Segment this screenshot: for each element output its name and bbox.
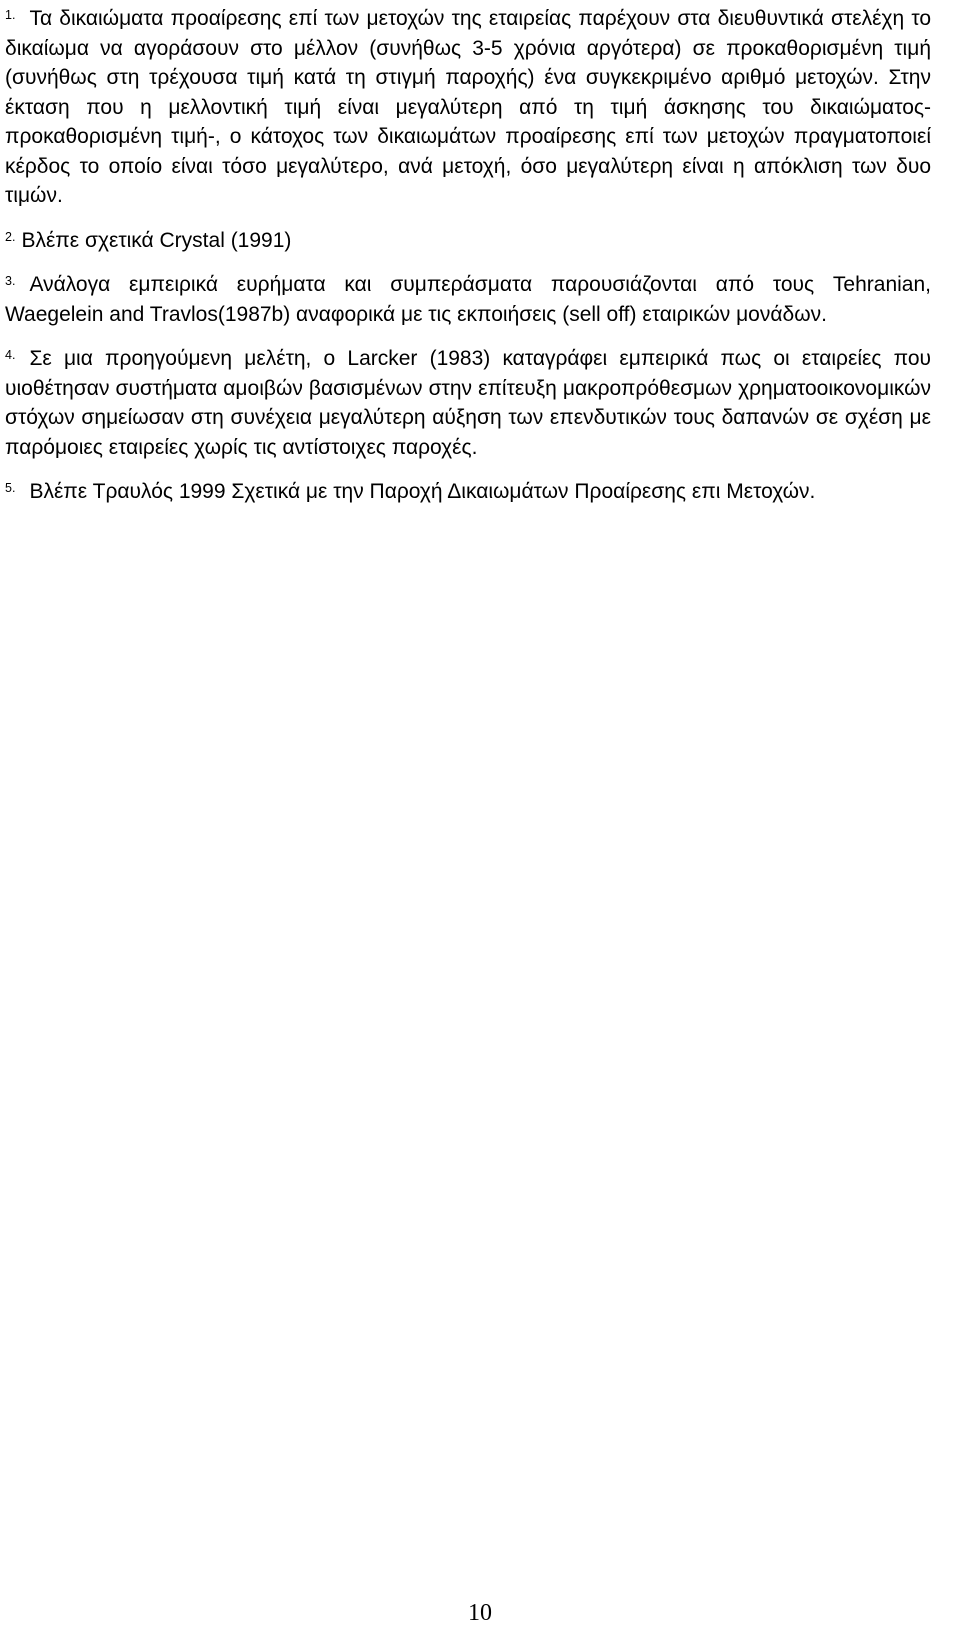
footnotes-section [5,4,931,522]
page-number: 10 [468,1600,492,1626]
footnote-text: Βλέπε σχετικά Crystal (1991) [21,228,292,252]
footnote-number: 2. [5,229,16,244]
footnote-text: Βλέπε Τραυλός 1999 Σχετικά με την Παροχή Δικαιωμάτων Προαίρεσης επι Μετοχών. [29,480,816,503]
footnote-3 [5,270,931,329]
footnote-5 [5,477,931,507]
footnote-4 [5,344,931,462]
footnote-1 [5,4,931,211]
footnote-2 [5,226,931,256]
footnote-text: Σε μια προηγούμενη μελέτη, ο Larcker (1983) καταγράφει εμπειρικά πως οι εταιρείες που υιοθέτησαν συστήματα αμοιβών βασισμένων στην επίτευξη μακροπρόθεσμων χρηματοοικονομικών στόχων σημείωσαν στη συνέχεια μεγαλύτερη αύξηση των επενδυτικών τους δαπανών σε σχέση με παρόμοιες εταιρείες χωρίς τις αντίστοιχες παροχές. [5,347,931,459]
footnote-number: 1. [5,8,16,22]
footnote-number: 5. [5,481,16,495]
footnote-text: Ανάλογα εμπειρικά ευρήματα και συμπεράσματα παρουσιάζονται από τους Tehranian, Waegelein and Travlos(1987b) αναφορικά με τις εκποιήσεις (sell off) εταιρικών μονάδων. [5,273,931,326]
footnote-text: Τα δικαιώματα προαίρεσης επί των μετοχών της εταιρείας παρέχουν στα διευθυντικά στελέχη το δικαίωμα να αγοράσουν στο μέλλον (συνήθως 3-5 χρόνια αργότερα) σε προκαθορισμένη τιμή (συνήθως στη τρέχουσα τιμή κατά τη στιγμή παροχής) ένα συγκεκριμένο αριθμό μετοχών. Στην έκταση που η μελλοντική τιμή είναι μεγαλύτερη από τη τιμή άσκησης του δικαιώματος-προκαθορισμένη τιμή-, ο κάτοχος των δικαιωμάτων προαίρεσης επί των μετοχών πραγματοποιεί κέρδος το οποίο είναι τόσο μεγαλύτερο, ανά μετοχή, όσο μεγαλύτερη είναι η απόκλιση των δυο τιμών. [5,7,931,207]
footnote-number: 3. [5,274,16,288]
footnote-number: 4. [5,348,16,362]
